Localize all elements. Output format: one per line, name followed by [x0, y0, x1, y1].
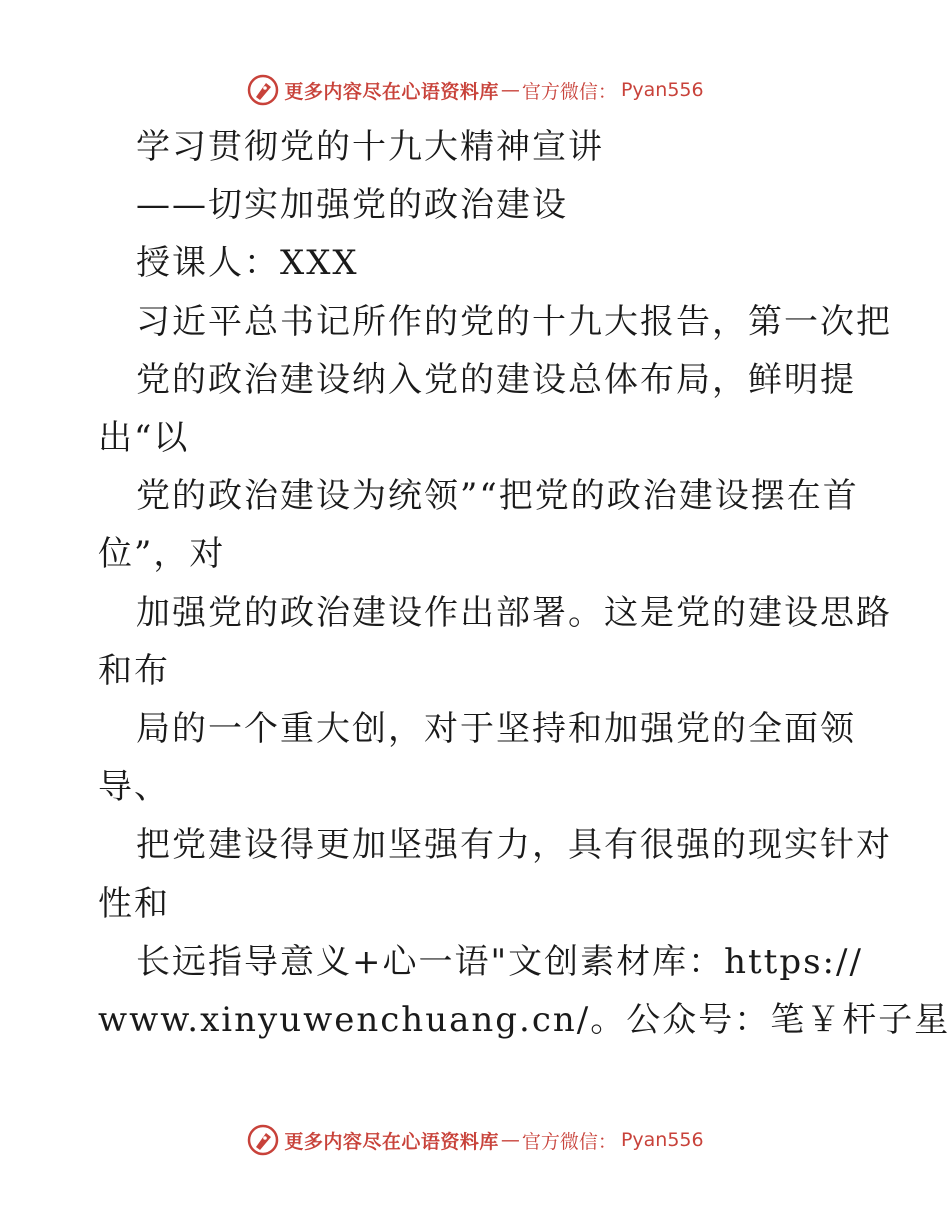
text-line: 和布 [98, 650, 170, 691]
text-line: 局的一个重大创，对于坚持和加强党的全面领 [136, 709, 856, 749]
text-line: 党的政治建设纳入党的建设总体布局，鲜明提 [136, 359, 856, 400]
text-line: 授课人：XXX [136, 243, 359, 284]
text-line: 位”，对 [98, 534, 226, 575]
text-line: 出“以 [98, 418, 190, 458]
text-line: 加强党的政治建设作出部署。这是党的建设思路 [136, 592, 892, 633]
text-line: 党的政治建设为统领”“把党的政治建设摆在首 [136, 476, 859, 517]
watermark-wechat-label: 官方微信： [521, 80, 617, 103]
text-line: 性和 [98, 883, 170, 924]
text-line: www.xinyuwenchuang.cn/。公众号：笔￥杆子星 [98, 1000, 950, 1040]
text-line: 导、 [98, 767, 170, 808]
text-line: ——切实加强党的政治建设 [136, 185, 568, 226]
text-line: 学习贯彻党的十九大精神宣讲 [136, 127, 604, 167]
text-line: 长远指导意义+心一语"文创素材库：https:// [136, 941, 863, 982]
watermark-dash: — [500, 79, 520, 101]
watermark-wechat-label: 官方微信： [521, 1130, 617, 1153]
watermark-account: Pyan556 [620, 1129, 704, 1151]
text-line: 把党建设得更加坚强有力，具有很强的现实针对 [136, 825, 892, 866]
watermark-dash: — [500, 1129, 520, 1151]
pen-nib-logo-icon [246, 73, 280, 107]
watermark-brand: 更多内容尽在心语资料库 [284, 80, 499, 103]
watermark-banner-bottom [0, 1120, 950, 1160]
watermark-brand: 更多内容尽在心语资料库 [284, 1130, 499, 1153]
watermark-banner-top [0, 70, 950, 110]
watermark-account: Pyan556 [620, 79, 704, 101]
text-line: 习近平总书记所作的党的十九大报告，第一次把 [136, 301, 892, 342]
pen-nib-logo-icon [246, 1123, 280, 1157]
